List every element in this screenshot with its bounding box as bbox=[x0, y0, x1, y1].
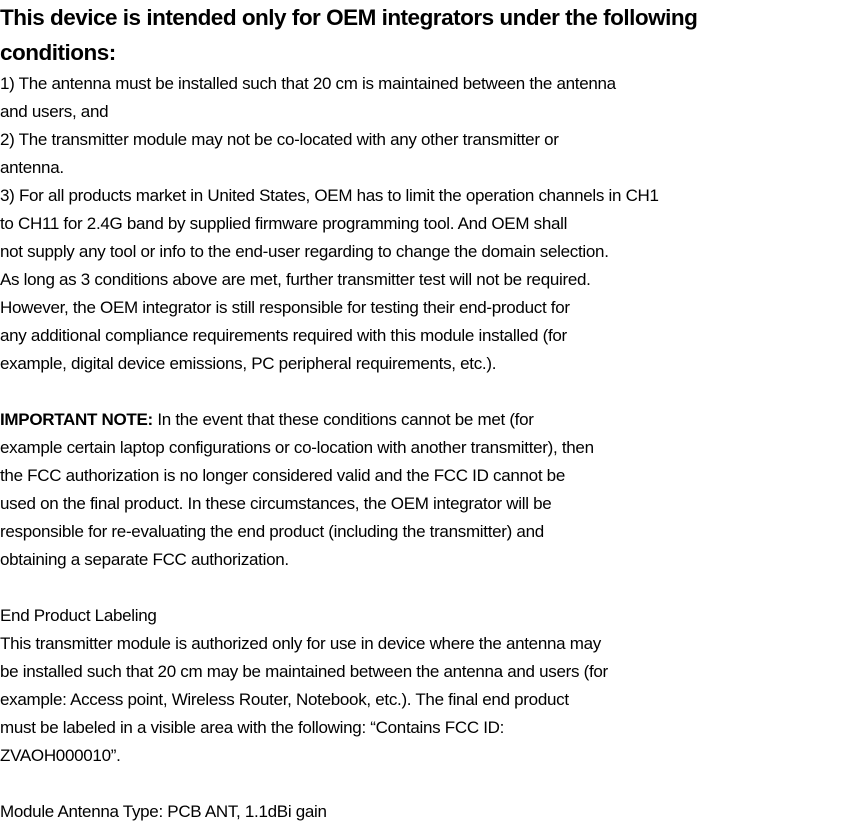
text-line: to CH11 for 2.4G band by supplied firmware programming tool. And OEM shall bbox=[0, 214, 568, 233]
text-line: example, digital device emissions, PC peripheral requirements, etc.). bbox=[0, 354, 497, 373]
text-line: must be labeled in a visible area with the following: “Contains FCC ID: bbox=[0, 718, 505, 737]
text-line: example certain laptop configurations or co-location with another transmitter), then bbox=[0, 438, 594, 457]
antenna-type-line: Module Antenna Type: PCB ANT, 1.1dBi gain bbox=[0, 802, 327, 821]
title-line: This device is intended only for OEM integrators under the following bbox=[0, 5, 698, 30]
text-line: responsible for re-evaluating the end product (including the transmitter) and bbox=[0, 522, 544, 541]
spacer bbox=[0, 378, 844, 406]
important-note-section bbox=[0, 406, 844, 574]
text-line: ZVAOH000010”. bbox=[0, 746, 121, 765]
text-line: the FCC authorization is no longer considered valid and the FCC ID cannot be bbox=[0, 466, 565, 485]
text-line: 3) For all products market in United States, OEM has to limit the operation channels in CH1 bbox=[0, 186, 659, 205]
title-line: conditions: bbox=[0, 40, 116, 65]
text-line: example: Access point, Wireless Router, Notebook, etc.). The final end product bbox=[0, 690, 569, 709]
text-line: any additional compliance requirements required with this module installed (for bbox=[0, 326, 567, 345]
spacer bbox=[0, 574, 844, 602]
text-line: 2) The transmitter module may not be co-located with any other transmitter or bbox=[0, 130, 559, 149]
text-line: 1) The antenna must be installed such that 20 cm is maintained between the antenna bbox=[0, 74, 616, 93]
text-line: and users, and bbox=[0, 102, 109, 121]
important-note-first-line bbox=[0, 406, 844, 434]
conditions-section bbox=[0, 70, 844, 378]
important-note-label: IMPORTANT NOTE: bbox=[0, 410, 153, 429]
text-line: used on the final product. In these circumstances, the OEM integrator will be bbox=[0, 494, 552, 513]
labeling-section bbox=[0, 602, 844, 770]
text-line: obtaining a separate FCC authorization. bbox=[0, 550, 289, 569]
text-line: As long as 3 conditions above are met, further transmitter test will not be required. bbox=[0, 270, 591, 289]
text-line: be installed such that 20 cm may be maintained between the antenna and users (for bbox=[0, 662, 608, 681]
text-line: This transmitter module is authorized only for use in device where the antenna may bbox=[0, 634, 601, 653]
text-line: antenna. bbox=[0, 158, 64, 177]
labeling-heading: End Product Labeling bbox=[0, 606, 157, 625]
text-line: not supply any tool or info to the end-user regarding to change the domain selection. bbox=[0, 242, 609, 261]
important-note-text: In the event that these conditions cannot be met (for bbox=[152, 410, 534, 429]
text-line: However, the OEM integrator is still responsible for testing their end-product for bbox=[0, 298, 570, 317]
spacer bbox=[0, 770, 844, 798]
document-title bbox=[0, 0, 844, 70]
